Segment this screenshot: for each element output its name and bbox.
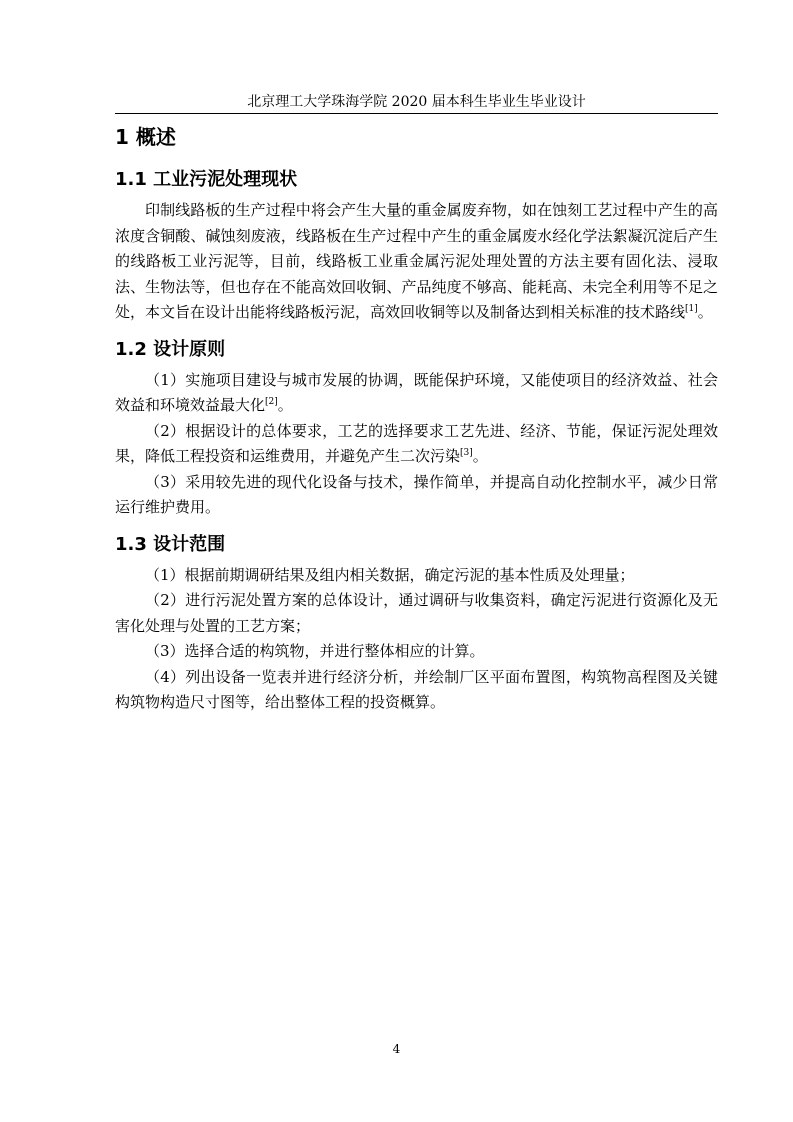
- header-divider: [115, 113, 718, 114]
- section-heading-1-1: 1.1 工业污泥处理现状: [115, 169, 298, 190]
- page-number: 4: [392, 1042, 401, 1056]
- scope-item-2: （2）进行污泥处置方案的总体设计，通过调研与收集资料，确定污泥进行资源化及无害化处理与处置的工艺方案；: [115, 591, 718, 635]
- paragraph-text: （1）实施项目建设与城市发展的协调，既能保护环境，又能使项目的经济效益、社会效益和环境效益最大化: [115, 370, 718, 414]
- paragraph-end: 。: [277, 396, 293, 414]
- scope-item-1: （1）根据前期调研结果及组内相关数据，确定污泥的基本性质及处理量；: [145, 565, 635, 584]
- principle-item-2: [115, 419, 718, 470]
- scope-item-4: （4）列出设备一览表并进行经济分析，并绘制厂区平面布置图，构筑物高程图及关键构筑物构造尺寸图等，给出整体工程的投资概算。: [115, 667, 718, 711]
- section-heading-1-2: 1.2 设计原则: [115, 338, 226, 360]
- paragraph-text: 印制线路板的生产过程中将会产生大量的重金属废弃物，如在蚀刻工艺过程中产生的高浓度含铜酸、碱蚀刻废液，线路板在生产过程中产生的重金属废水经化学法絮凝沉淀后产生的线路板工业污泥等，目前，线路板工业重金属污泥处理处置的方法主要有固化法、浸取法、生物法等，但也存在不能高效回收铜、产品纯度不够高、能耗高、未完全利用等不足之处，本文旨在设计出能将线路板污泥，高效回收铜等以及制备达到相关标准的技术路线: [115, 201, 718, 321]
- page-header: 北京理工大学珠海学院 2020 届本科生毕业生毕业设计: [247, 94, 586, 110]
- chapter-title: 1 概述: [115, 125, 176, 149]
- scope-item-3: （3）选择合适的构筑物，并进行整体相应的计算。: [145, 642, 485, 660]
- principle-item-3: （3）采用较先进的现代化设备与技术，操作简单，并提高自动化控制水平，减少日常运行维护费用。: [115, 472, 718, 516]
- citation-ref: [1]: [685, 304, 698, 314]
- citation-ref: [3]: [460, 448, 473, 458]
- document-body: [115, 120, 718, 716]
- paragraph-text: （2）根据设计的总体要求，工艺的选择要求工艺先进、经济、节能，保证污泥处理效果，降低工程投资和运维费用，并避免产生二次污染: [115, 421, 718, 465]
- section-heading-1-3: 1.3 设计范围: [115, 533, 226, 555]
- paragraph-end: 。: [697, 303, 713, 321]
- paragraph-status: [115, 198, 718, 326]
- paragraph-end: 。: [472, 447, 488, 465]
- citation-ref: [2]: [265, 397, 278, 407]
- principle-item-1: [115, 368, 718, 419]
